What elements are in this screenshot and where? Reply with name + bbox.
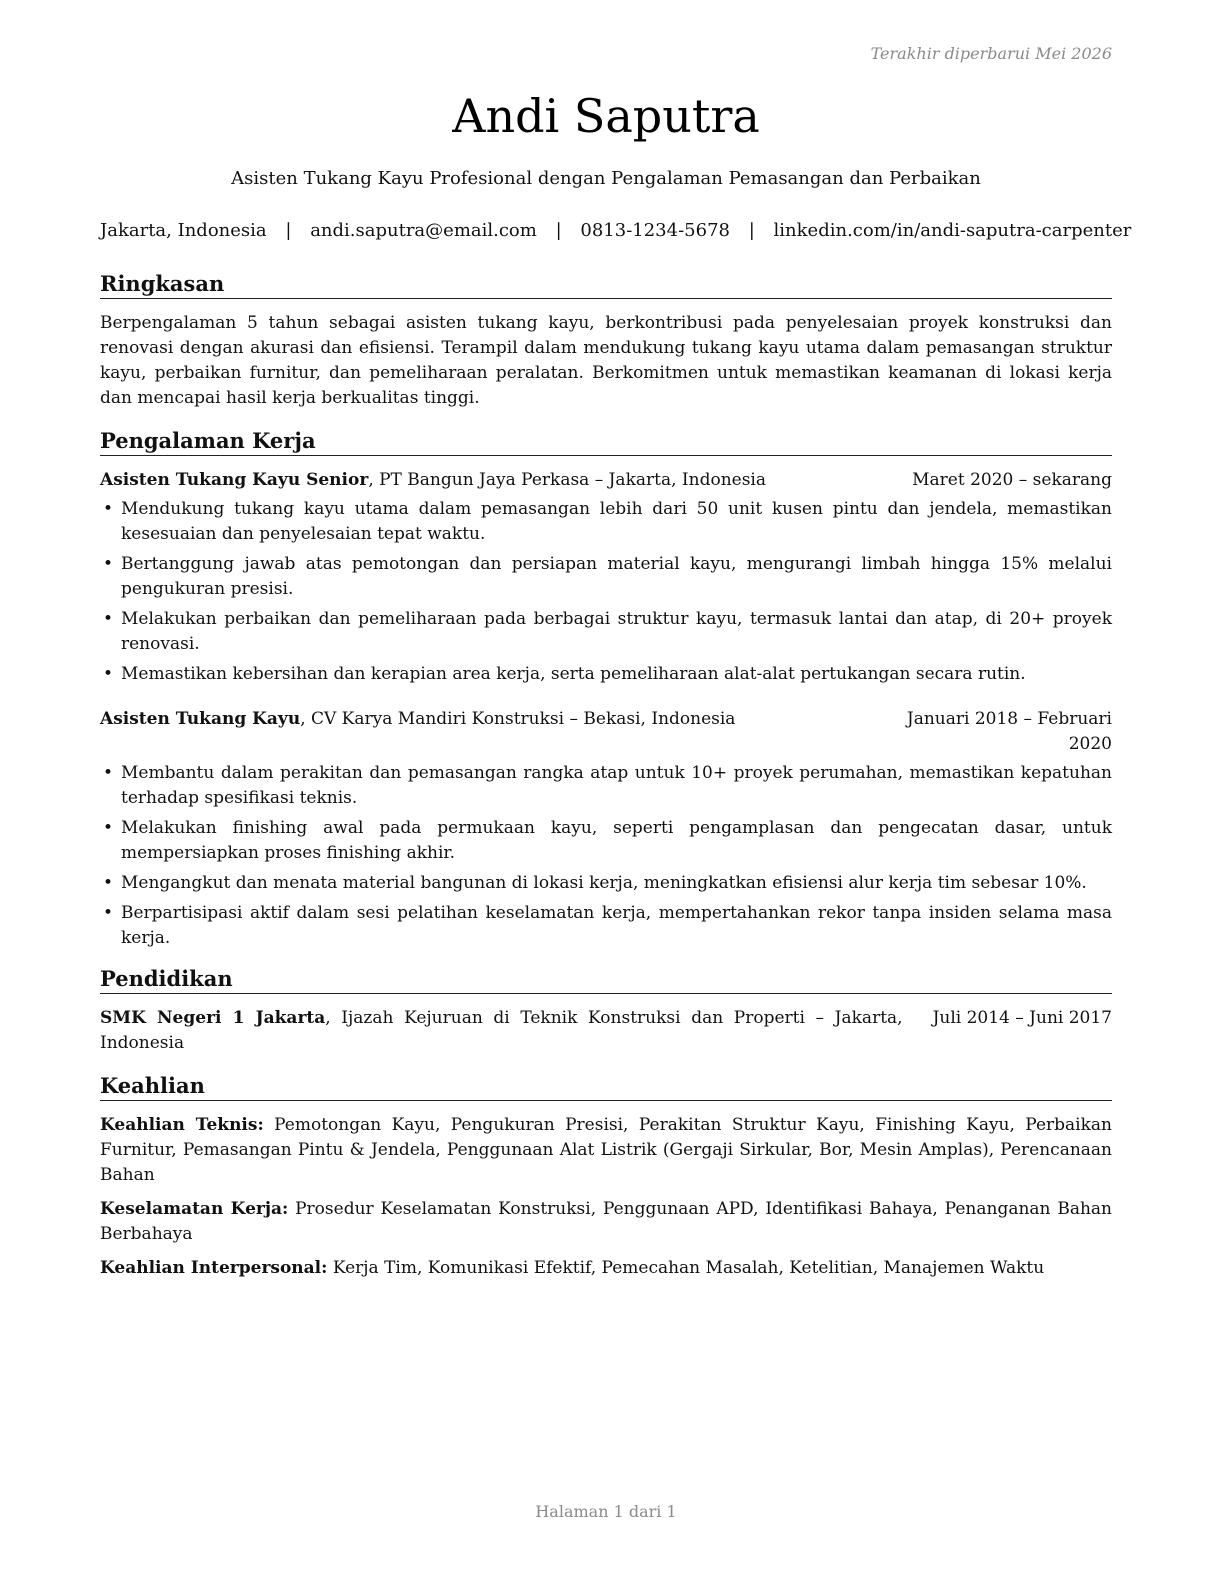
contact-line [100, 220, 1132, 242]
candidate-headline: Asisten Tukang Kayu Profesional dengan Pengalaman Pemasangan dan Perbaikan [231, 168, 981, 189]
education-dates: Juli 2014 – Juni 2017 [932, 1008, 1112, 1028]
bullet-text: Memastikan kebersihan dan kerapian area kerja, serta pemeliharaan alat-alat pertukangan secara rutin. [121, 664, 1026, 684]
job-header [100, 707, 1112, 757]
skills-heading: Keahlian [100, 1072, 1112, 1101]
bullet-glyph: • [103, 903, 114, 923]
bullet-glyph: • [103, 499, 114, 519]
list-item [100, 761, 1112, 811]
bullet-glyph: • [103, 873, 114, 893]
job-header [100, 468, 1112, 493]
bullet-text: Membantu dalam perakitan dan pemasangan rangka atap untuk 10+ proyek perumahan, memastikan kepatuhan terhadap spesifikasi teknis. [121, 763, 1112, 808]
bullet-glyph: • [103, 818, 114, 838]
contact-location: Jakarta, Indonesia [100, 220, 267, 241]
education-entry [100, 1006, 1112, 1056]
school-name: SMK Negeri 1 Jakarta [100, 1008, 326, 1028]
summary-text: Berpengalaman 5 tahun sebagai asisten tukang kayu, berkontribusi pada penyelesaian proyek konstruksi dan renovasi dengan akurasi dan efisiensi. Terampil dalam mendukung tukang kayu utama dalam pemasangan struktur kayu, perbaikan furnitur, dan pemeliharaan peralatan. Berkomitmen untuk memastikan keamanan di lokasi kerja dan mencapai hasil kerja berkualitas tinggi. [100, 313, 1112, 408]
bullet-text: Bertanggung jawab atas pemotongan dan persiapan material kayu, mengurangi limbah hingga 15% melalui pengukuran presisi. [121, 554, 1112, 599]
bullet-glyph: • [103, 763, 114, 783]
contact-separator: | [555, 220, 562, 241]
contact-separator: | [748, 220, 755, 241]
contact-separator: | [285, 220, 292, 241]
job-dates [907, 707, 1112, 757]
bullet-text: Berpartisipasi aktif dalam sesi pelatihan keselamatan kerja, mempertahankan rekor tanpa insiden selama masa kerja. [121, 903, 1112, 948]
job-bullets [100, 761, 1112, 951]
job-dates: Maret 2020 – sekarang [912, 470, 1112, 490]
resume-body [100, 270, 1112, 1290]
list-item [100, 607, 1112, 657]
skill-label: Keahlian Interpersonal: [100, 1258, 328, 1278]
skill-text: Prosedur Keselamatan Konstruksi, Penggunaan APD, Identifikasi Bahaya, Penanganan Bahan Berbahaya [100, 1199, 1112, 1244]
job-company: , PT Bangun Jaya Perkasa – Jakarta, Indonesia [368, 470, 766, 490]
education-heading: Pendidikan [100, 965, 1112, 994]
education-line [100, 1006, 933, 1056]
list-item [100, 552, 1112, 602]
contact-linkedin[interactable]: linkedin.com/in/andi-saputra-carpenter [773, 220, 1132, 241]
list-item [100, 497, 1112, 547]
job-dates-line: Januari 2018 – Februari [906, 709, 1112, 729]
skill-text: Pemotongan Kayu, Pengukuran Presisi, Perakitan Struktur Kayu, Finishing Kayu, Perbaikan Furnitur, Pemasangan Pintu & Jendela, Penggunaan Alat Listrik (Gergaji Sirkular, Bor, Mesin Amplas), Perencanaan Bahan [100, 1115, 1112, 1185]
education-detail: , Ijazah Kejuruan di Teknik Konstruksi dan Properti – Jakarta, Indonesia [100, 1008, 903, 1053]
list-item [100, 662, 1112, 687]
job-title-line [100, 707, 907, 732]
job-bullets [100, 497, 1112, 687]
job-title: Asisten Tukang Kayu [100, 709, 301, 729]
list-item [100, 901, 1112, 951]
summary-heading: Ringkasan [100, 270, 1112, 299]
bullet-text: Mendukung tukang kayu utama dalam pemasangan lebih dari 50 unit kusen pintu dan jendela, memastikan kesesuaian dan penyelesaian tepat waktu. [121, 499, 1112, 544]
skill-group [100, 1197, 1112, 1247]
contact-email[interactable]: andi.saputra@email.com [310, 220, 537, 241]
last-updated: Terakhir diperbarui Mei 2026 [870, 44, 1112, 63]
experience-heading: Pengalaman Kerja [100, 427, 1112, 456]
skill-label: Keselamatan Kerja: [100, 1199, 289, 1219]
bullet-glyph: • [103, 609, 114, 629]
contact-phone: 0813-1234-5678 [580, 220, 730, 241]
job-dates-line: 2020 [1068, 734, 1112, 754]
bullet-text: Melakukan finishing awal pada permukaan kayu, seperti pengamplasan dan pengecatan dasar, untuk mempersiapkan proses finishing akhir. [121, 818, 1112, 863]
skill-label: Keahlian Teknis: [100, 1115, 264, 1135]
bullet-text: Melakukan perbaikan dan pemeliharaan pada berbagai struktur kayu, termasuk lantai dan atap, di 20+ proyek renovasi. [121, 609, 1112, 654]
list-item [100, 816, 1112, 866]
job-entry [100, 468, 1112, 687]
skill-group [100, 1113, 1112, 1188]
bullet-glyph: • [103, 554, 114, 574]
skill-group [100, 1256, 1112, 1281]
job-title: Asisten Tukang Kayu Senior [100, 470, 369, 490]
job-title-line [100, 468, 912, 493]
skill-text: Kerja Tim, Komunikasi Efektif, Pemecahan Masalah, Ketelitian, Manajemen Waktu [327, 1258, 1045, 1278]
bullet-glyph: • [103, 664, 114, 684]
list-item [100, 871, 1112, 896]
job-company: , CV Karya Mandiri Konstruksi – Bekasi, Indonesia [300, 709, 736, 729]
candidate-name: Andi Saputra [452, 89, 760, 143]
job-entry [100, 707, 1112, 951]
page-number: Halaman 1 dari 1 [535, 1502, 677, 1521]
bullet-text: Mengangkut dan menata material bangunan di lokasi kerja, meningkatkan efisiensi alur kerja tim sebesar 10%. [121, 873, 1087, 893]
